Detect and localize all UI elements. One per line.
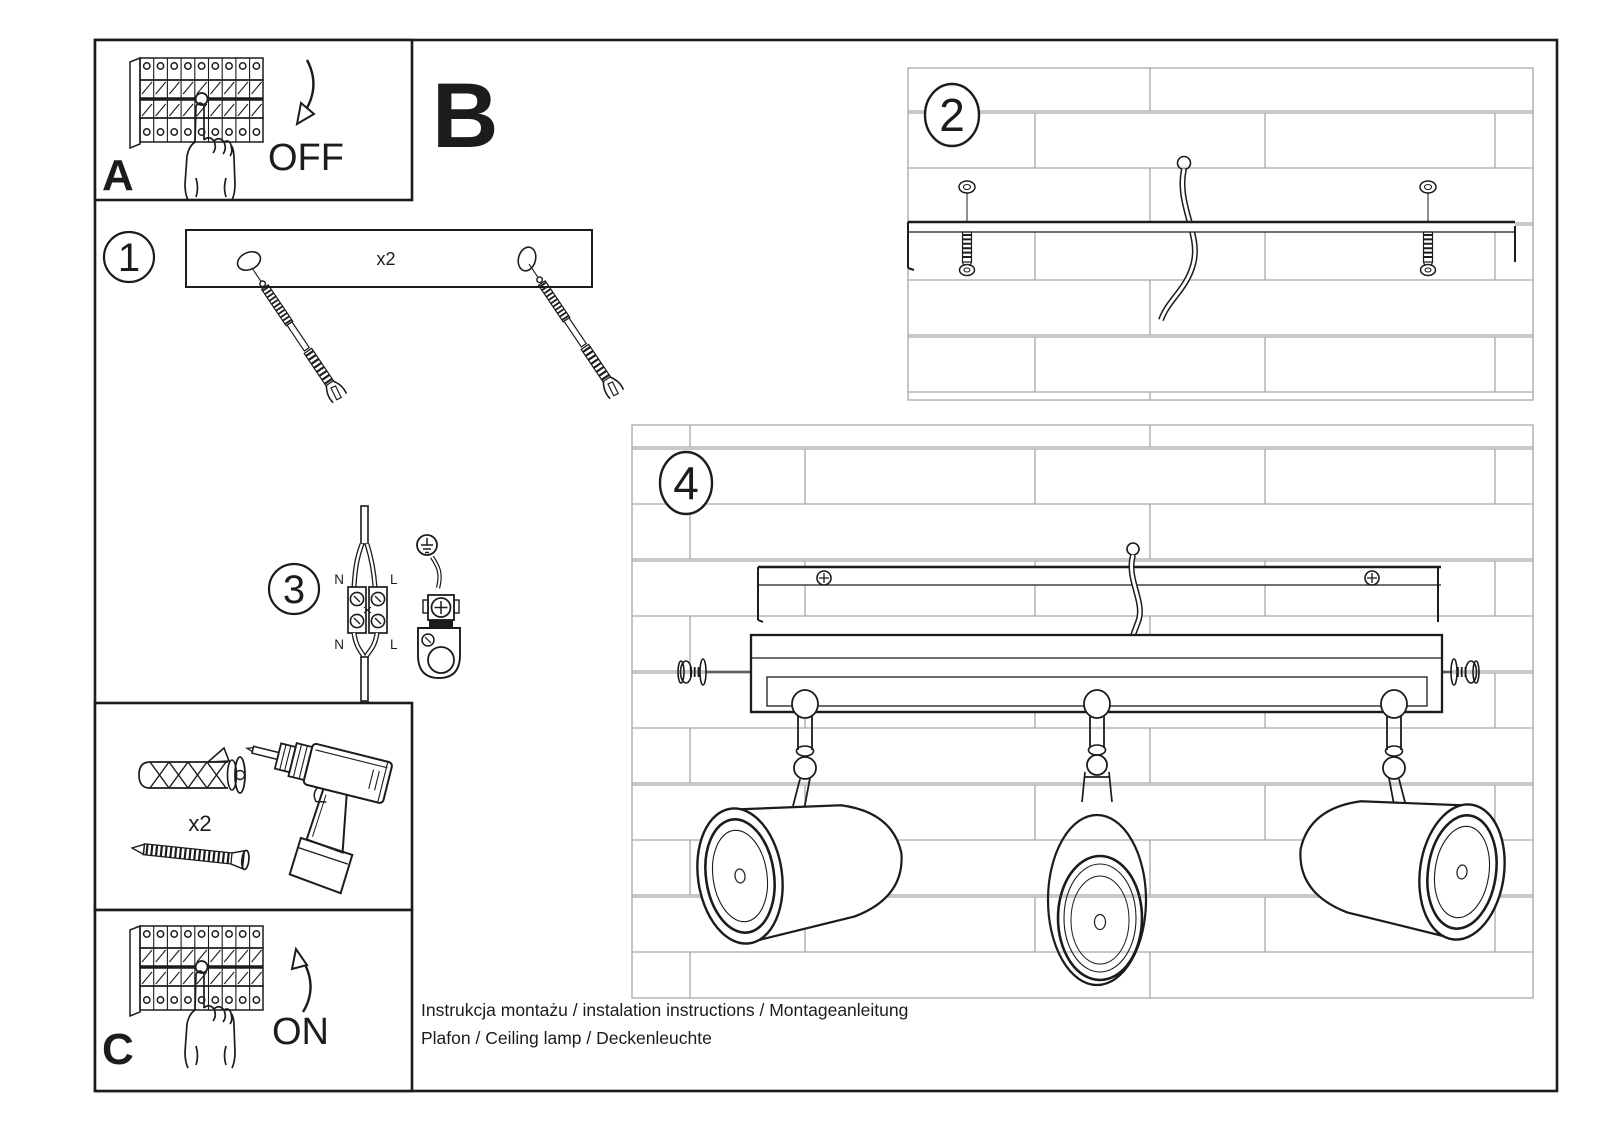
terminal-label-l-bottom: L — [390, 637, 398, 652]
footer-line-2: Plafon / Ceiling lamp / Deckenleuchte — [421, 1028, 712, 1048]
tools-panel — [95, 703, 412, 910]
brick-wall-step2 — [908, 68, 1533, 400]
footer-line-1: Instrukcja montażu / instalation instructions / Montageanleitung — [421, 1000, 909, 1020]
step-4-number: 4 — [673, 457, 699, 509]
qty-plugs-label: x2 — [188, 811, 212, 836]
step2-wall-mounting — [908, 68, 1533, 400]
step-3-number: 3 — [282, 568, 306, 612]
section-c-label: C — [102, 1025, 134, 1074]
off-label: OFF — [268, 137, 344, 179]
terminal-label-l-top: L — [390, 572, 398, 587]
step4-assembly — [632, 425, 1533, 998]
step-1-number: 1 — [117, 236, 141, 280]
power-on-panel — [95, 910, 412, 1091]
terminal-label-n-bottom: N — [334, 637, 344, 652]
power-off-panel — [95, 40, 412, 200]
step-2-number: 2 — [939, 89, 965, 141]
section-b-label: B — [432, 65, 499, 167]
section-a-label: A — [102, 151, 134, 200]
on-label: ON — [272, 1011, 329, 1053]
qty-bolts-label: x2 — [376, 249, 396, 269]
terminal-label-n-top: N — [334, 572, 344, 587]
